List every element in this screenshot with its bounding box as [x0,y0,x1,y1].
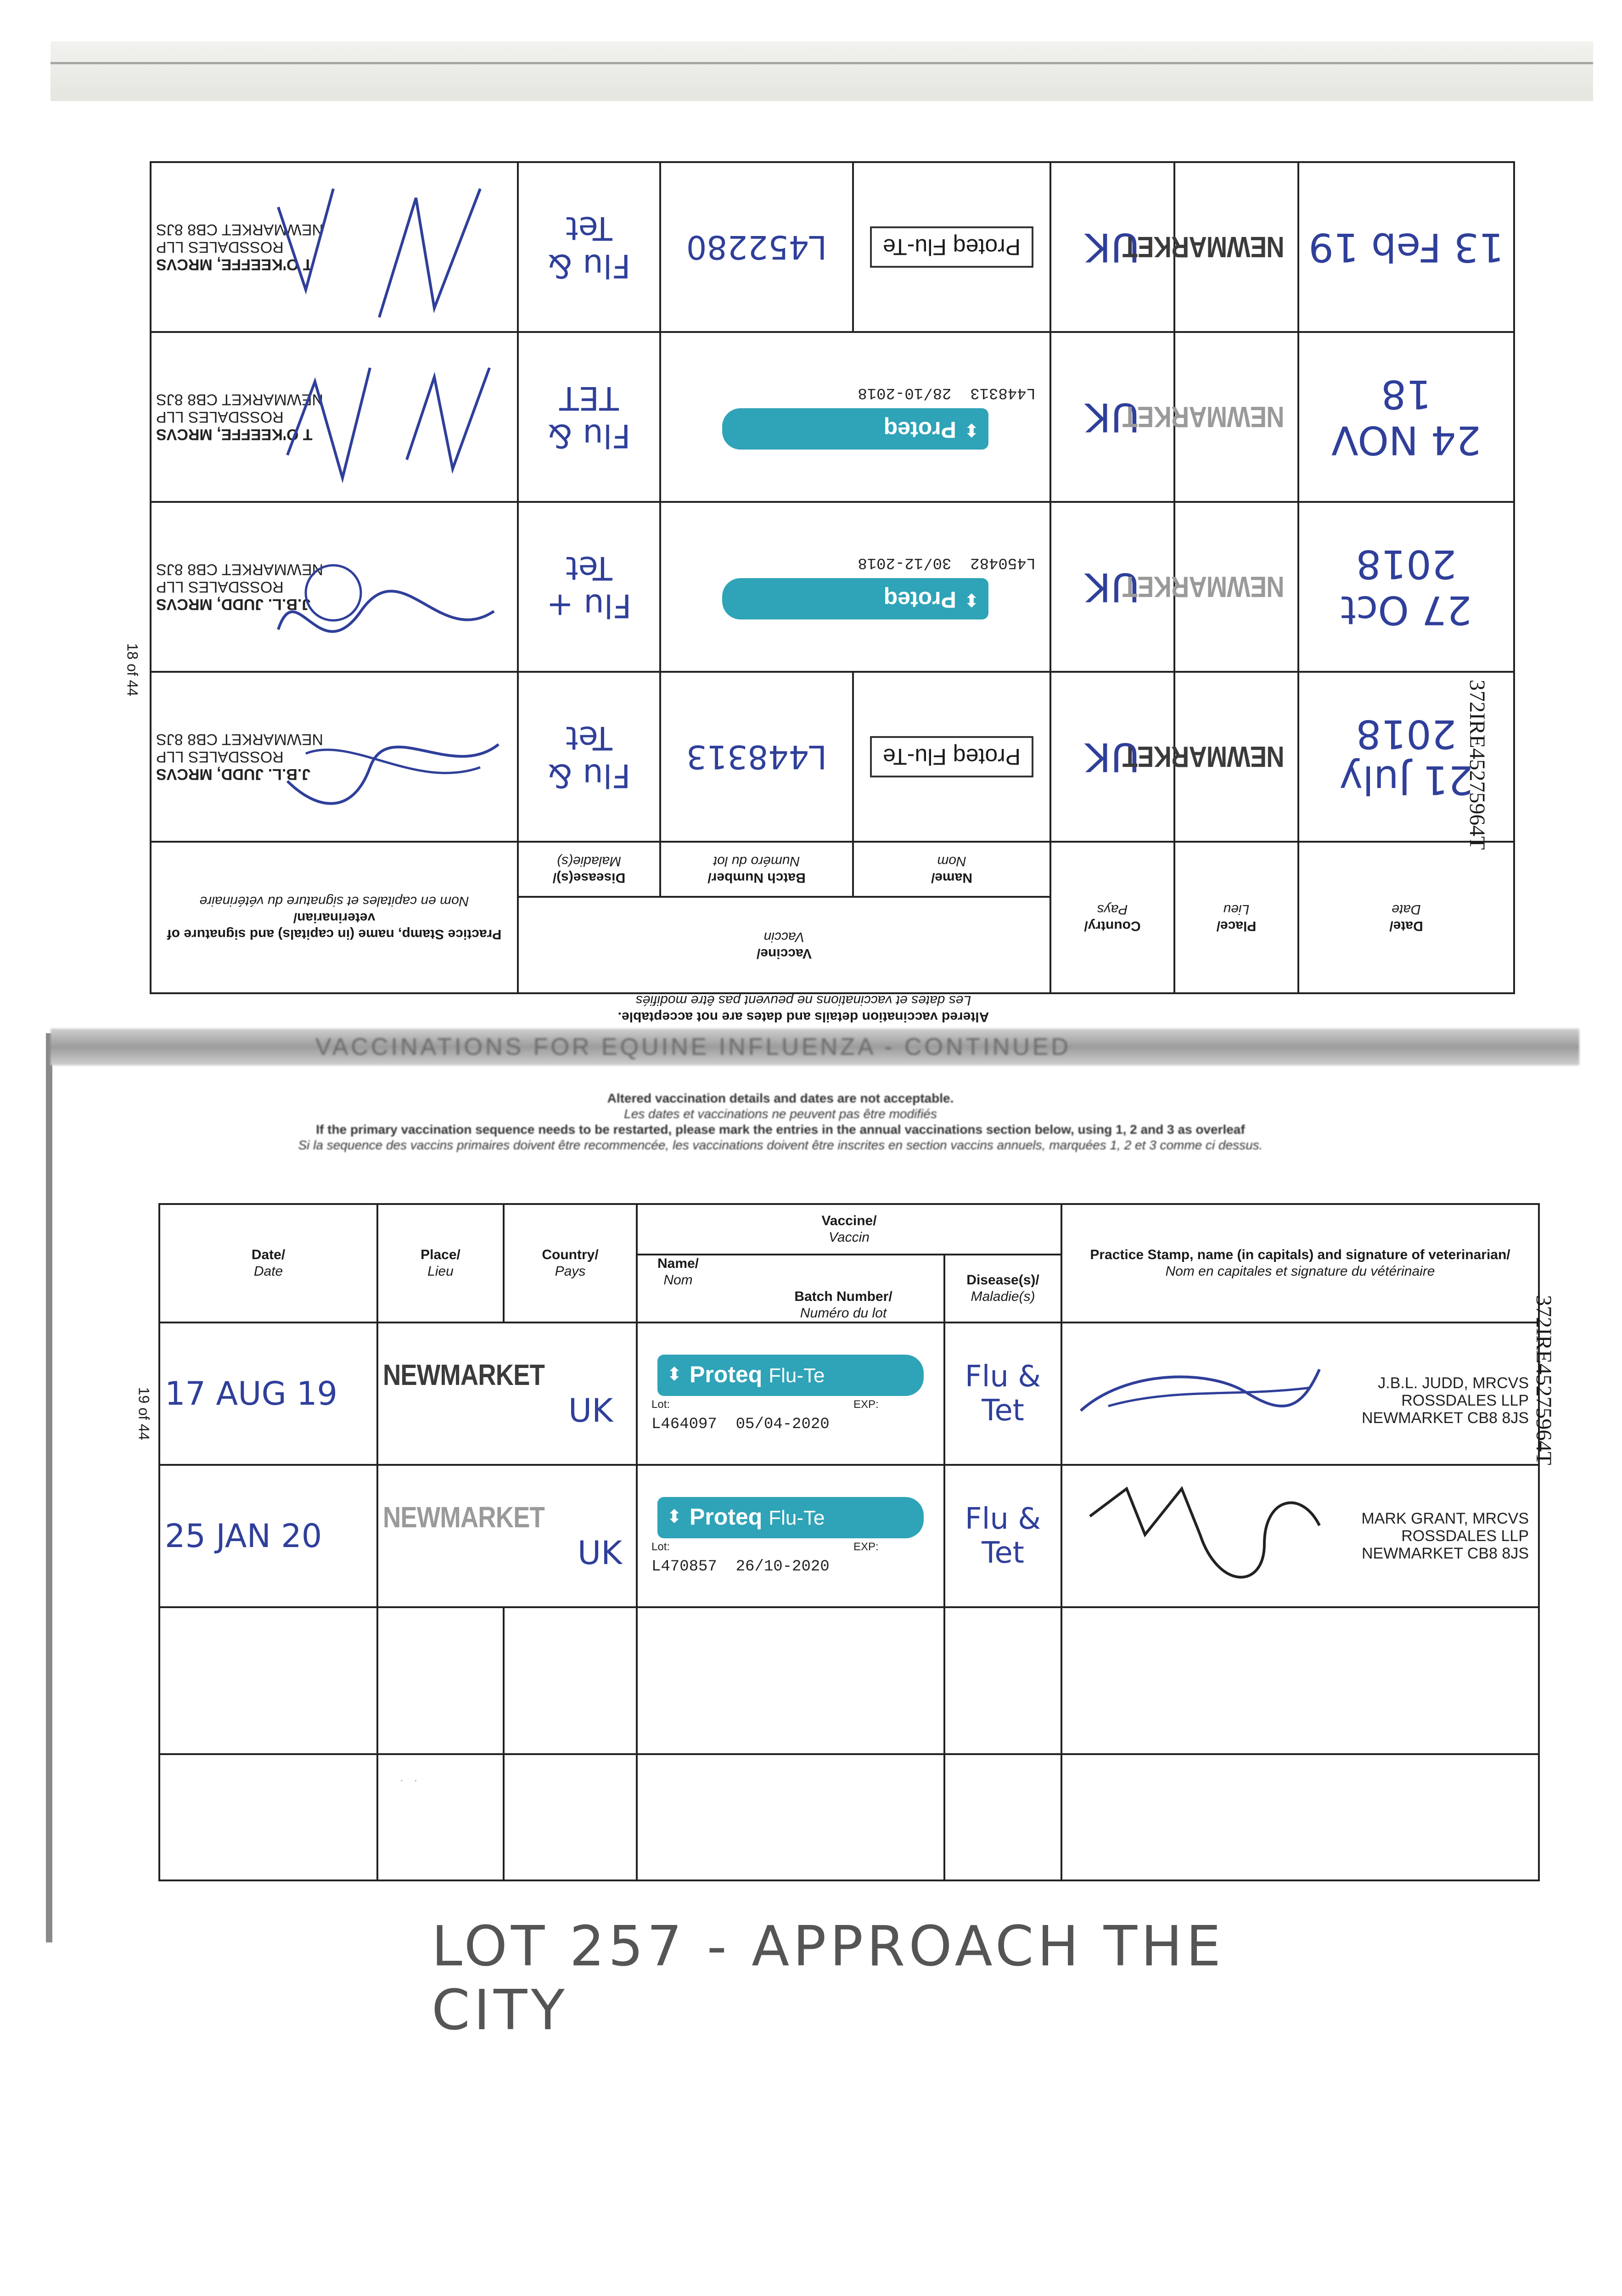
page-number-upper: 18 of 44 [124,643,141,697]
sticker-brand: Proteq [883,587,956,613]
vet-address: NEWMARKET CB8 8JS [1361,1409,1529,1427]
vet-name: T O'KEEFFE, MRCVS [156,256,313,273]
upper-col-stamp: Practice Stamp, name (in capitals) and signature of veterinarian/ Nom en capitales et signature du vétérinaire [151,842,518,993]
vet-signature-icon [251,359,508,496]
upper-warning-en: Altered vaccination details and dates are not acceptable. [617,1009,989,1024]
upper-warning-note [275,992,1331,1025]
vet-name: MARK GRANT, MRCVS [1361,1510,1529,1527]
proteq-sticker [657,1497,924,1538]
lower-row-3 [159,1607,1539,1754]
vet-name: J.B.L. JUDD, MRCVS [1378,1374,1529,1392]
upper-row-4-stamp [151,162,518,332]
section-title: VACCINATIONS FOR EQUINE INFLUENZA - CONTINUED [315,1034,1072,1060]
arrow-icon: ⬍ [667,1506,682,1527]
vaccine-label-box: Proteq Flu-Te [870,226,1033,268]
proteq-sticker [722,409,988,450]
passport-id-upper: 372IRE45275964T [1465,680,1489,850]
upper-row-3 [151,332,1514,502]
upper-col-disease: Disease(s)/ Maladie(s) [518,842,660,897]
upper-col-name: Name/ Nom [853,842,1050,897]
upper-row-1-date: 21 July 2018 [1298,672,1514,842]
sticker-lot: L450482 30/12-2018 [858,554,1036,572]
lower-row-2-sticker [637,1465,944,1607]
proteq-sticker [722,579,988,620]
upper-row-2-stamp [151,502,518,672]
lower-col-place: Place/ Lieu [377,1204,504,1322]
upper-col-batch: Batch Number/ Numéro du lot [660,842,853,897]
footer-handwritten-note: LOT 257 - APPROACH THE CITY [432,1915,1225,2043]
lower-row-1-place-country [377,1322,637,1465]
upper-row-2-country: UK [1050,502,1174,672]
country-handwritten: UK [568,1392,613,1429]
lower-row-1-stamp [1061,1322,1539,1465]
empty-cell [1061,1607,1539,1754]
upper-vaccination-table [150,161,1515,994]
upper-row-3-stamp [151,332,518,502]
lower-row-2-place-country [377,1465,637,1607]
upper-col-date: Date/ Date [1298,842,1514,993]
page-number-lower: 19 of 44 [135,1387,152,1441]
proteq-sticker [657,1355,924,1396]
upper-row-3-country: UK [1050,332,1174,502]
upper-row-3-date: 24 NOV 18 [1298,332,1514,502]
upper-vaccination-page [152,200,1515,994]
vet-practice: ROSSDALES LLP [156,238,284,256]
lower-col-name-batch [657,1255,944,1322]
empty-cell [944,1754,1061,1880]
empty-cell [377,1754,504,1880]
vet-name: T O'KEEFFE, MRCVS [156,426,313,443]
passport-id-lower: 372IRE45275964T [1532,1295,1556,1465]
upper-row-3-sticker [660,332,1050,502]
place-stamp: NEWMARKET [1122,231,1285,264]
vet-signature-icon [269,538,508,666]
lower-vaccination-page [158,1203,1538,1880]
vet-address: NEWMARKET CB8 8JS [156,221,324,238]
lower-col-country: Country/ Pays [504,1204,637,1322]
arrow-icon: ⬍ [667,1364,682,1384]
lower-col-stamp: Practice Stamp, name (in capitals) and signature of veterinarian/ Nom en capitales et signature du vétérinaire [1061,1204,1539,1322]
upper-header-row [151,897,1514,993]
vaccine-label-box: Proteq Flu-Te [870,736,1033,777]
lower-col-name: Name/ Nom [657,1256,699,1288]
lower-row-1 [159,1322,1539,1465]
place-stamp: NEWMARKET [383,1358,544,1391]
top-binding-strip [51,41,1593,101]
lower-vaccination-table [158,1203,1540,1881]
upper-row-2 [151,502,1514,672]
upper-col-place: Place/ Lieu [1174,842,1298,993]
sticker-lot: L470857 26/10-2020 [651,1558,830,1576]
lower-row-2-stamp [1061,1465,1539,1607]
vet-signature-icon [1072,1342,1329,1434]
upper-row-4-disease: Flu & Tet [518,162,660,332]
sticker-brand: Proteq [883,417,956,443]
lower-row-2 [159,1465,1539,1607]
place-stamp: NEWMARKET [383,1501,544,1534]
place-stamp: NEWMARKET [1122,570,1285,603]
country-handwritten: UK [577,1534,622,1572]
sticker-lot: L464097 05/04-2020 [651,1415,830,1433]
upper-row-1-country: UK [1050,672,1174,842]
vet-signature-icon [251,180,508,326]
vet-name: J.B.L. JUDD, MRCVS [156,765,311,783]
lower-col-vaccine: Vaccine/ Vaccin [637,1204,1061,1255]
lower-col-batch: Batch Number/ Numéro du lot [794,1289,892,1321]
vet-address: NEWMARKET CB8 8JS [1361,1545,1529,1562]
upper-row-1-stamp [151,672,518,842]
place-stamp: NEWMARKET [1122,740,1285,773]
upper-row-4-vaccine-name [853,162,1050,332]
lower-row-2-disease: Flu & Tet [944,1465,1061,1607]
empty-cell [377,1607,504,1754]
place-stamp: NEWMARKET [1122,400,1285,433]
empty-cell [159,1754,377,1880]
warning-line-4: Si la sequence des vaccins primaires doivent être recommencée, les vaccinations doivent être inscrites en section vaccins annuels, marquées 1, 2 et 3 comme ci dessus. [298,1138,1263,1152]
sticker-labels: Lot: EXP: [651,1398,879,1411]
warning-line-3: If the primary vaccination sequence needs to be restarted, please mark the entries in the annual vaccinations section below, using 1, 2 and 3 as overleaf [316,1122,1245,1137]
vet-practice: ROSSDALES LLP [1401,1392,1529,1409]
empty-cell [504,1607,637,1754]
upper-col-country: Country/ Pays [1050,842,1174,993]
upper-row-2-place [1122,502,1298,672]
sticker-brand: Proteq Flu-Te [690,1361,825,1387]
arrow-icon: ⬍ [964,420,979,440]
upper-col-vaccine: Vaccine/ Vaccin [518,897,1050,993]
upper-row-1-vaccine-name [853,672,1050,842]
upper-row-2-date: 27 Oct 2018 [1298,502,1514,672]
upper-row-1-disease: Flu & Tet [518,672,660,842]
upper-row-4 [151,162,1514,332]
empty-cell [1061,1754,1539,1880]
upper-warning-fr: Les dates et vaccinations ne peuvent pas être modifiés [635,993,971,1008]
empty-cell [944,1607,1061,1754]
upper-row-2-disease: Flu + Tet [518,502,660,672]
upper-row-1 [151,672,1514,842]
upper-row-3-disease: Flu & TET [518,332,660,502]
lower-row-1-sticker [637,1322,944,1465]
vet-address: NEWMARKET CB8 8JS [156,731,324,748]
empty-cell [504,1754,637,1880]
empty-cell [159,1607,377,1754]
empty-cell [637,1754,944,1880]
lower-header-row [159,1204,1539,1255]
vet-address: NEWMARKET CB8 8JS [156,391,324,408]
lower-col-date: Date/ Date [159,1204,377,1322]
sticker-labels: Lot: EXP: [651,1540,879,1553]
lower-row-1-date: 17 AUG 19 [159,1322,377,1465]
lower-col-disease: Disease(s)/ Maladie(s) [944,1255,1061,1322]
vet-name: J.B.L. JUDD, MRCVS [156,596,311,613]
upper-row-2-sticker [660,502,1050,672]
top-rule [51,62,1593,64]
vet-address: NEWMARKET CB8 8JS [156,561,324,578]
warning-line-2: Les dates et vaccinations ne peuvent pas être modifiés [624,1107,937,1121]
empty-cell [637,1607,944,1754]
page-left-edge [46,1033,52,1942]
upper-row-4-batch: L452280 [660,162,853,332]
sticker-brand: Proteq Flu-Te [690,1503,825,1530]
lower-row-2-date: 25 JAN 20 [159,1465,377,1607]
vet-signature-icon [1072,1470,1329,1599]
lower-row-4 [159,1754,1539,1880]
vet-practice: ROSSDALES LLP [156,578,284,596]
upper-row-4-country: UK [1050,162,1174,332]
upper-row-4-date: 13 Feb 19 [1298,162,1514,332]
vet-practice: ROSSDALES LLP [156,408,284,426]
vet-practice: ROSSDALES LLP [1401,1527,1529,1545]
warning-block [138,1091,1423,1153]
upper-row-4-place [1122,162,1298,332]
arrow-icon: ⬍ [964,590,979,610]
upper-row-1-batch: L448313 [660,672,853,842]
vet-signature-icon [278,708,508,836]
warning-line-1: Altered vaccination details and dates are not acceptable. [607,1091,954,1105]
sticker-lot: L448313 28/10-2018 [858,384,1036,402]
vet-practice: ROSSDALES LLP [156,748,284,765]
upper-row-1-place [1122,672,1298,842]
faint-smudge: · · [399,1773,421,1788]
lower-row-1-disease: Flu & Tet [944,1322,1061,1465]
upper-row-3-place [1122,332,1298,502]
